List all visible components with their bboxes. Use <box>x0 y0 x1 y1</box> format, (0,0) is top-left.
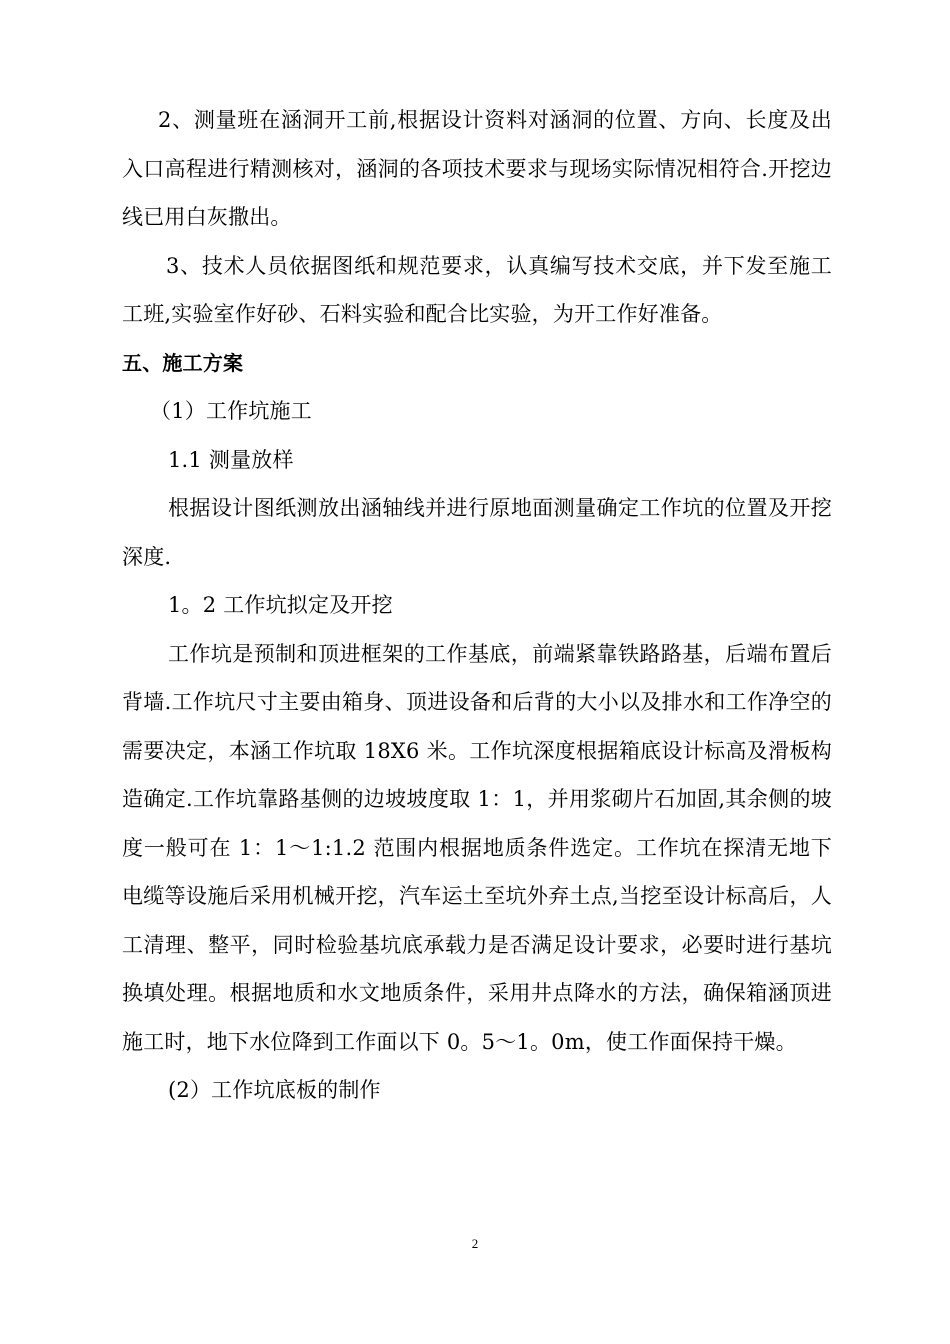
document-body <box>122 96 832 1115</box>
section-heading: 五、施工方案 <box>122 350 244 375</box>
paragraph-survey: 2、测量班在涵洞开工前,根据设计资料对涵洞的位置、方向、长度及出入口高程进行精测核对，涵洞的各项技术要求与现场实际情况相符合.开挖边线已用白灰撒出。 <box>122 108 832 229</box>
paragraph-work-pit: 工作坑是预制和顶进框架的工作基底，前端紧靠铁路路基，后端布置后背墙.工作坑尺寸主要由箱身、顶进设备和后背的大小以及排水和工作净空的需要决定，本涵工作坑取 18X6 米。工作坑深度根据箱底设计标高及滑板构造确定.工作坑靠路基侧的边坡坡度取 1：1，并用浆砌片石加固,其余侧的坡度一般可在 1：1～1:1.2 范围内根据地质条件选定。工作坑在探清无地下电缆等设施后采用机械开挖，汽车运土至坑外弃土点,当挖至设计标高后，人工清理、整平，同时检验基坑底承载力是否满足设计要求，必要时进行基坑换填处理。根据地质和水文地质条件，采用井点降水的方法，确保箱涵顶进施工时，地下水位降到工作面以下 0。5～1。0m，使工作面保持干燥。 <box>122 641 832 1054</box>
subsection-title-1-1: 1.1 测量放样 <box>168 447 294 472</box>
subsection-title-1: （1）工作坑施工 <box>150 399 312 423</box>
page-number: 2 <box>471 1236 479 1251</box>
subsection-title-1-2: 1。2 工作坑拟定及开挖 <box>168 593 393 617</box>
paragraph-survey-layout: 根据设计图纸测放出涵轴线并进行原地面测量确定工作坑的位置及开挖深度. <box>122 496 832 569</box>
subsection-title-2: (2）工作坑底板的制作 <box>168 1078 381 1102</box>
paragraph-technical: 3、技术人员依据图纸和规范要求，认真编写技术交底，并下发至施工工班,实验室作好砂、石料实验和配合比实验，为开工作好准备。 <box>122 253 832 326</box>
